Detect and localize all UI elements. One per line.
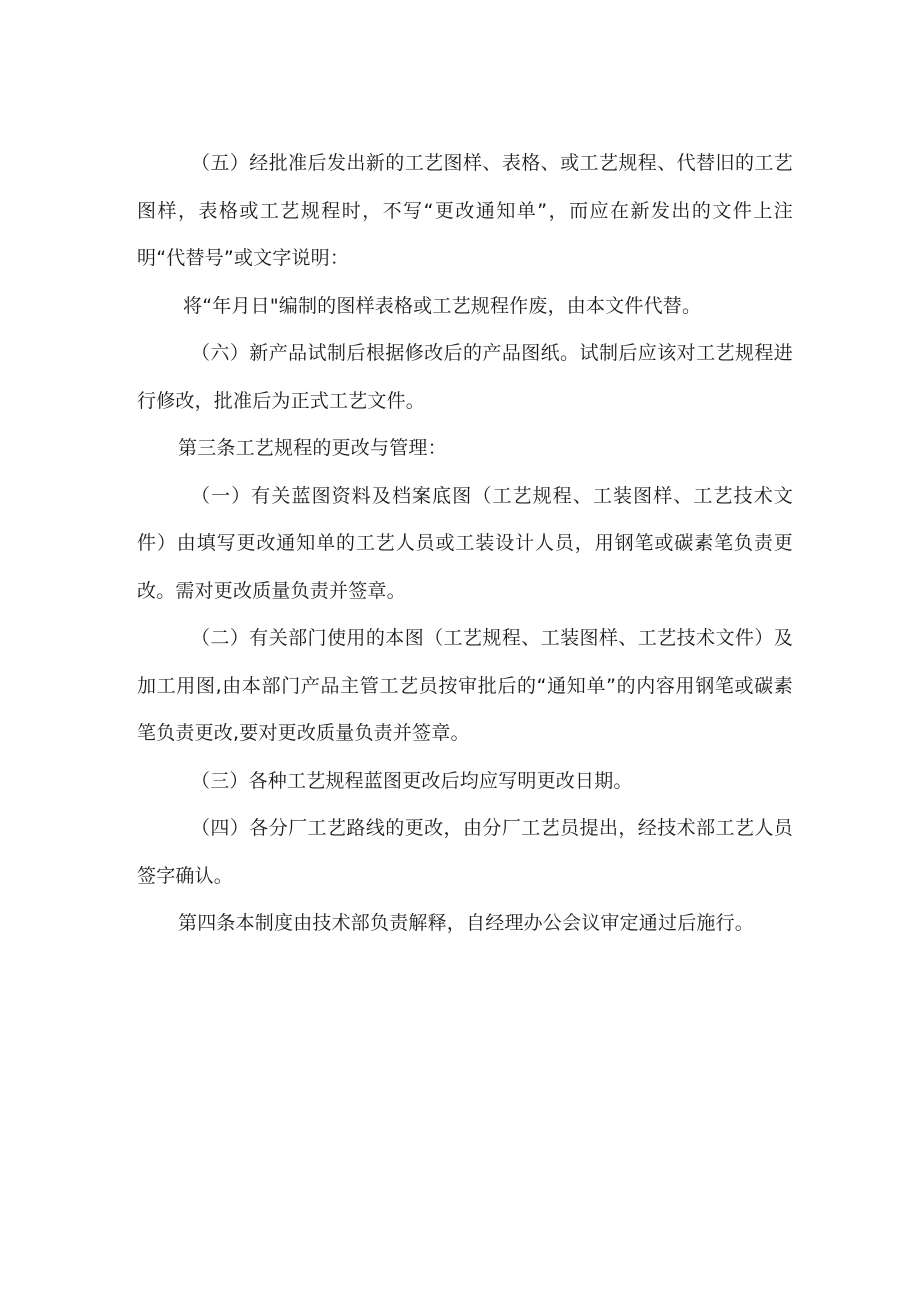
paragraph-item-2: （二）有关部门使用的本图（工艺规程、工装图样、工艺技术文件）及加工用图,由本部门产品主管工艺员按审批后的“通知单”的内容用钢笔或碳素笔负责更改,要对更改质量负责并签章。 bbox=[137, 627, 793, 744]
paragraph-item-4: （四）各分厂工艺路线的更改，由分厂工艺员提出，经技术部工艺人员签字确认。 bbox=[137, 817, 793, 887]
paragraph-item-1: （一）有关蓝图资料及档案底图（工艺规程、工装图样、工艺技术文件）由填写更改通知单的工艺人员或工装设计人员，用钢笔或碳素笔负责更改。需对更改质量负责并签章。 bbox=[137, 484, 793, 602]
paragraph-item-6: （六）新产品试制后根据修改后的产品图纸。试制后应该对工艺规程进行修改，批准后为正式工艺文件。 bbox=[137, 342, 793, 412]
paragraph-item-5: （五）经批准后发出新的工艺图样、表格、或工艺规程、代替旧的工艺图样，表格或工艺规程时，不写“更改通知单”，而应在新发出的文件上注明“代替号”或文字说明： bbox=[137, 152, 793, 269]
article-4-paragraph: 第四条本制度由技术部负责解释，自经理办公会议审定通过后施行。 bbox=[178, 912, 755, 934]
paragraph-replacement-note: 将“年月日"编制的图样表格或工艺规程作废，由本文件代替。 bbox=[183, 294, 702, 317]
article-3-heading: 第三条工艺规程的更改与管理： bbox=[178, 437, 447, 459]
paragraph-item-3: （三）各种工艺规程蓝图更改后均应写明更改日期。 bbox=[191, 769, 633, 792]
document-body bbox=[137, 140, 793, 948]
